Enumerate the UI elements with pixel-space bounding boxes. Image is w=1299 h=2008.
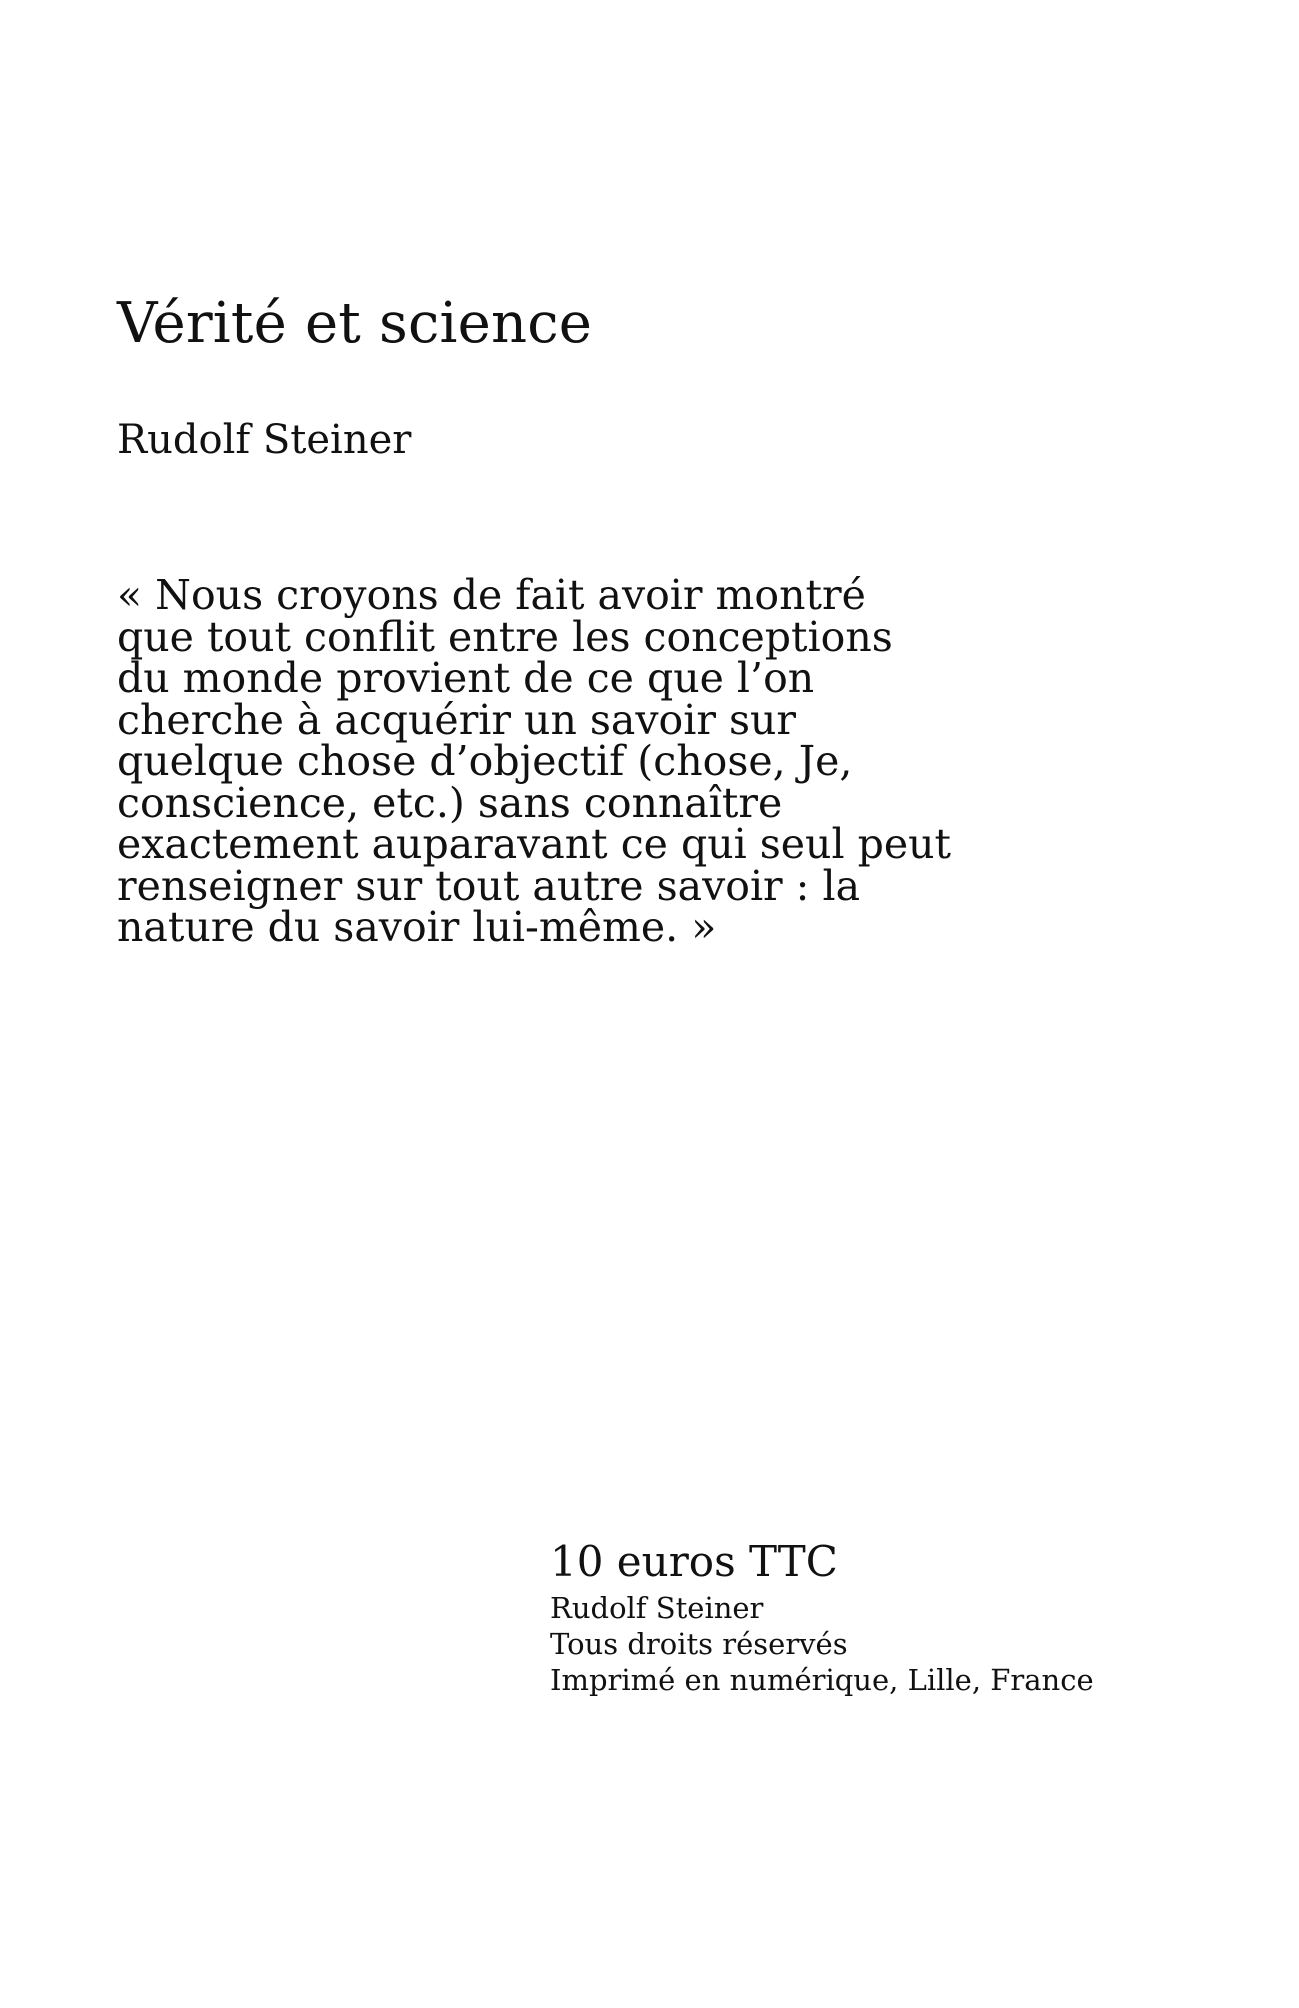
colophon: [550, 1537, 1094, 1698]
printing-notice: Imprimé en numérique, Lille, France: [550, 1663, 1094, 1698]
book-author: Rudolf Steiner: [117, 417, 412, 463]
quote-line: « Nous croyons de fait avoir montré: [117, 571, 866, 619]
quote-line: du monde provient de ce que l’on: [117, 654, 815, 702]
quote-line: quelque chose d’objectif (chose, Je,: [117, 737, 853, 785]
colophon-author: Rudolf Steiner: [550, 1591, 764, 1626]
quote-line: exactement auparavant ce qui seul peut: [117, 820, 951, 868]
back-cover-quote: [117, 571, 1017, 951]
price-label: 10 euros TTC: [550, 1537, 838, 1586]
quote-line: nature du savoir lui-même. »: [117, 903, 717, 951]
book-title: Vérité et science: [117, 291, 593, 356]
quote-line: renseigner sur tout autre savoir : la: [117, 861, 861, 910]
quote-line: cherche à acquérir un savoir sur: [117, 695, 797, 744]
quote-line: que tout conflit entre les conceptions: [117, 612, 893, 661]
rights-notice: Tous droits réservés: [550, 1627, 848, 1662]
quote-line: conscience, etc.) sans connaître: [117, 778, 783, 827]
